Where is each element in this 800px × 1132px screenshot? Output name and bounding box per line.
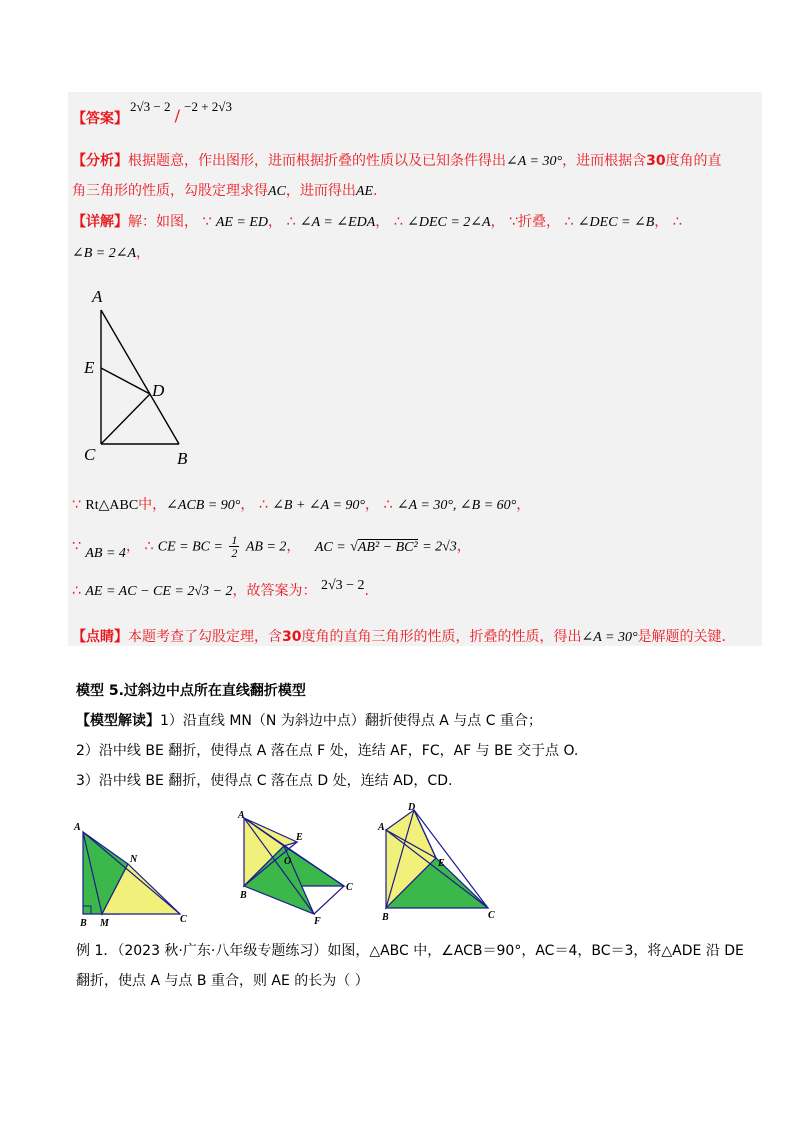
proof-ab-2: AB = 2 bbox=[245, 539, 287, 555]
detail-math-5: ∠B = 2∠A bbox=[72, 246, 137, 261]
fig2-label-O: O bbox=[284, 856, 292, 867]
proof-line-2 bbox=[72, 534, 471, 559]
fig2-label-C: C bbox=[346, 882, 353, 893]
model-figure-1 bbox=[70, 818, 200, 929]
because-symbol: ∵ bbox=[72, 497, 81, 513]
analysis-text-4: 角三角形的性质，勾股定理求得 bbox=[72, 183, 268, 199]
proof-angles: ∠A = 30°, ∠B = 60° bbox=[396, 498, 517, 513]
comment-math: ∠A = 30° bbox=[581, 630, 638, 645]
detail-comma: ， bbox=[490, 214, 505, 230]
detail-comma: ， bbox=[286, 538, 301, 555]
fraction-numerator: 1 bbox=[231, 533, 238, 547]
label-B: B bbox=[177, 449, 188, 468]
model-title: 模型 5.过斜边中点所在直线翻折模型 bbox=[76, 683, 306, 699]
model-item-1: 1）沿直线 MN（N 为斜边中点）翻折使得点 A 与点 C 重合； bbox=[160, 713, 542, 729]
fig2-label-F: F bbox=[314, 916, 321, 927]
analysis-text-5: ，进而得出 bbox=[285, 183, 356, 199]
detail-line-2 bbox=[72, 242, 150, 262]
fig3-label-B: B bbox=[382, 912, 389, 923]
fig2-label-B: B bbox=[240, 890, 247, 901]
detail-comma: ， bbox=[516, 497, 531, 513]
answer-value-1: 2√3 − 2 bbox=[130, 99, 171, 114]
answer-value-2: −2 + 2√3 bbox=[184, 99, 232, 114]
proof-ac-value: = 2√3 bbox=[422, 539, 457, 555]
detail-text-1: 解：如图， bbox=[128, 214, 198, 230]
proof-ac: AC = bbox=[314, 539, 346, 555]
detail-comma: ， bbox=[136, 245, 151, 261]
detail-math-2: ∠A = ∠EDA bbox=[299, 215, 376, 230]
model-figure-2 bbox=[234, 806, 364, 926]
therefore-symbol: ∴ bbox=[144, 538, 154, 555]
example-line-1: 例 1．（2023 秋·广东·八年级专题练习）如图，△ABC 中，∠ACB＝90°，AC＝4，BC＝3，将△ADE 沿 DE bbox=[76, 943, 744, 959]
fig2-label-E: E bbox=[296, 832, 303, 843]
proof-line-3 bbox=[72, 580, 369, 600]
fig1-label-C: C bbox=[180, 914, 187, 925]
analysis-math-2: AC bbox=[268, 184, 286, 199]
therefore-symbol: ∴ bbox=[72, 583, 81, 599]
therefore-symbol: ∴ bbox=[672, 214, 682, 230]
comment-text-1: 本题考查了勾股定理，含 bbox=[128, 629, 282, 645]
proof-ce-bc: CE = BC = bbox=[157, 539, 223, 555]
comment-line bbox=[72, 626, 726, 646]
fig2-label-A: A bbox=[238, 810, 245, 821]
model-item-1-line bbox=[76, 710, 542, 730]
example-line-2: 翻折，使点 A 与点 B 重合，则 AE 的长为（ ） bbox=[76, 973, 369, 989]
proof-zhong: 中， bbox=[138, 497, 167, 513]
fig3-label-C: C bbox=[488, 910, 495, 921]
proof-angle-sum: ∠B + ∠A = 90° bbox=[272, 498, 366, 513]
analysis-30: 30 bbox=[646, 153, 666, 169]
answer-values bbox=[130, 96, 232, 125]
analysis-text-2: ，进而根据含 bbox=[562, 153, 647, 169]
analysis-line-2 bbox=[72, 180, 377, 200]
fig1-label-B: B bbox=[80, 918, 87, 929]
detail-comma: ， bbox=[240, 497, 255, 513]
fig3-label-A: A bbox=[378, 822, 385, 833]
analysis-text-3: 度角的直 bbox=[665, 153, 722, 169]
proof-rt-abc: Rt△ABC bbox=[85, 498, 139, 513]
analysis-label: 【分析】 bbox=[72, 153, 128, 169]
comment-text-3: 是解题的关键. bbox=[637, 629, 727, 645]
comment-label: 【点睛】 bbox=[72, 629, 128, 645]
fig3-label-E: E bbox=[438, 858, 445, 869]
detail-comma: ， bbox=[654, 214, 669, 230]
fig1-label-N: N bbox=[130, 854, 138, 865]
label-E: E bbox=[84, 358, 95, 377]
proof-answer-text: ，故答案为： bbox=[232, 583, 317, 599]
proof-ab: AB = 4 bbox=[85, 545, 126, 561]
detail-comma: ， bbox=[125, 538, 140, 555]
analysis-math-3: AE bbox=[355, 184, 373, 199]
answer-separator: / bbox=[174, 106, 180, 125]
proof-ae: AE = AC − CE = 2√3 − 2 bbox=[85, 584, 233, 599]
detail-math-1: AE = ED bbox=[215, 215, 269, 230]
detail-math-4: ∠DEC = ∠B bbox=[577, 215, 655, 230]
model-item-3: 3）沿中线 BE 翻折，使得点 C 落在点 D 处，连结 AD，CD. bbox=[76, 773, 453, 789]
label-C: C bbox=[84, 445, 96, 464]
detail-comma: ， bbox=[456, 538, 471, 555]
answer-line bbox=[72, 108, 128, 128]
sqrt-content: AB² − BC² bbox=[357, 539, 418, 555]
therefore-symbol: ∴ bbox=[564, 214, 574, 230]
proof-period: . bbox=[364, 583, 369, 599]
fraction-denominator: 2 bbox=[231, 546, 238, 560]
fraction-half bbox=[229, 534, 239, 559]
detail-comma: ， bbox=[268, 214, 283, 230]
label-D: D bbox=[152, 381, 165, 400]
detail-comma: ， bbox=[375, 214, 390, 230]
model-item-2: 2）沿中线 BE 翻折，使得点 A 落在点 F 处，连结 AF，FC，AF 与 BE 交于点 O. bbox=[76, 743, 579, 759]
fig3-label-D: D bbox=[408, 802, 416, 813]
model-figure-3 bbox=[374, 800, 504, 924]
analysis-text-1: 根据题意，作出图形，进而根据折叠的性质以及已知条件得出 bbox=[128, 153, 506, 169]
sqrt-expression: √AB² − BC² bbox=[350, 539, 418, 555]
therefore-symbol: ∴ bbox=[393, 214, 403, 230]
therefore-symbol: ∴ bbox=[383, 497, 393, 513]
proof-angle-acb: ∠ACB = 90° bbox=[166, 498, 241, 513]
because-symbol: ∵ bbox=[509, 214, 518, 230]
therefore-symbol: ∴ bbox=[258, 497, 268, 513]
detail-label: 【详解】 bbox=[72, 214, 128, 230]
comment-text-2: 度角的直角三角形的性质，折叠的性质，得出 bbox=[301, 629, 582, 645]
model-reading-label: 【模型解读】 bbox=[76, 713, 160, 729]
proof-line-1 bbox=[72, 494, 530, 514]
analysis-line-1 bbox=[72, 150, 722, 170]
analysis-math-1: ∠A = 30° bbox=[506, 154, 563, 169]
analysis-text-6: . bbox=[373, 183, 378, 199]
label-A: A bbox=[92, 287, 103, 306]
because-symbol: ∵ bbox=[72, 538, 81, 555]
proof-final-answer: 2√3 − 2 bbox=[320, 578, 365, 593]
comment-30: 30 bbox=[282, 629, 302, 645]
detail-comma: ， bbox=[365, 497, 380, 513]
fig1-label-A: A bbox=[74, 822, 81, 833]
therefore-symbol: ∴ bbox=[286, 214, 296, 230]
detail-text-2: 折叠， bbox=[517, 214, 560, 230]
answer-label: 【答案】 bbox=[72, 111, 128, 127]
detail-math-3: ∠DEC = 2∠A bbox=[407, 215, 491, 230]
triangle-figure bbox=[78, 282, 198, 468]
because-symbol: ∵ bbox=[202, 214, 212, 230]
detail-line-1 bbox=[72, 211, 682, 231]
fig1-label-M: M bbox=[100, 918, 109, 929]
